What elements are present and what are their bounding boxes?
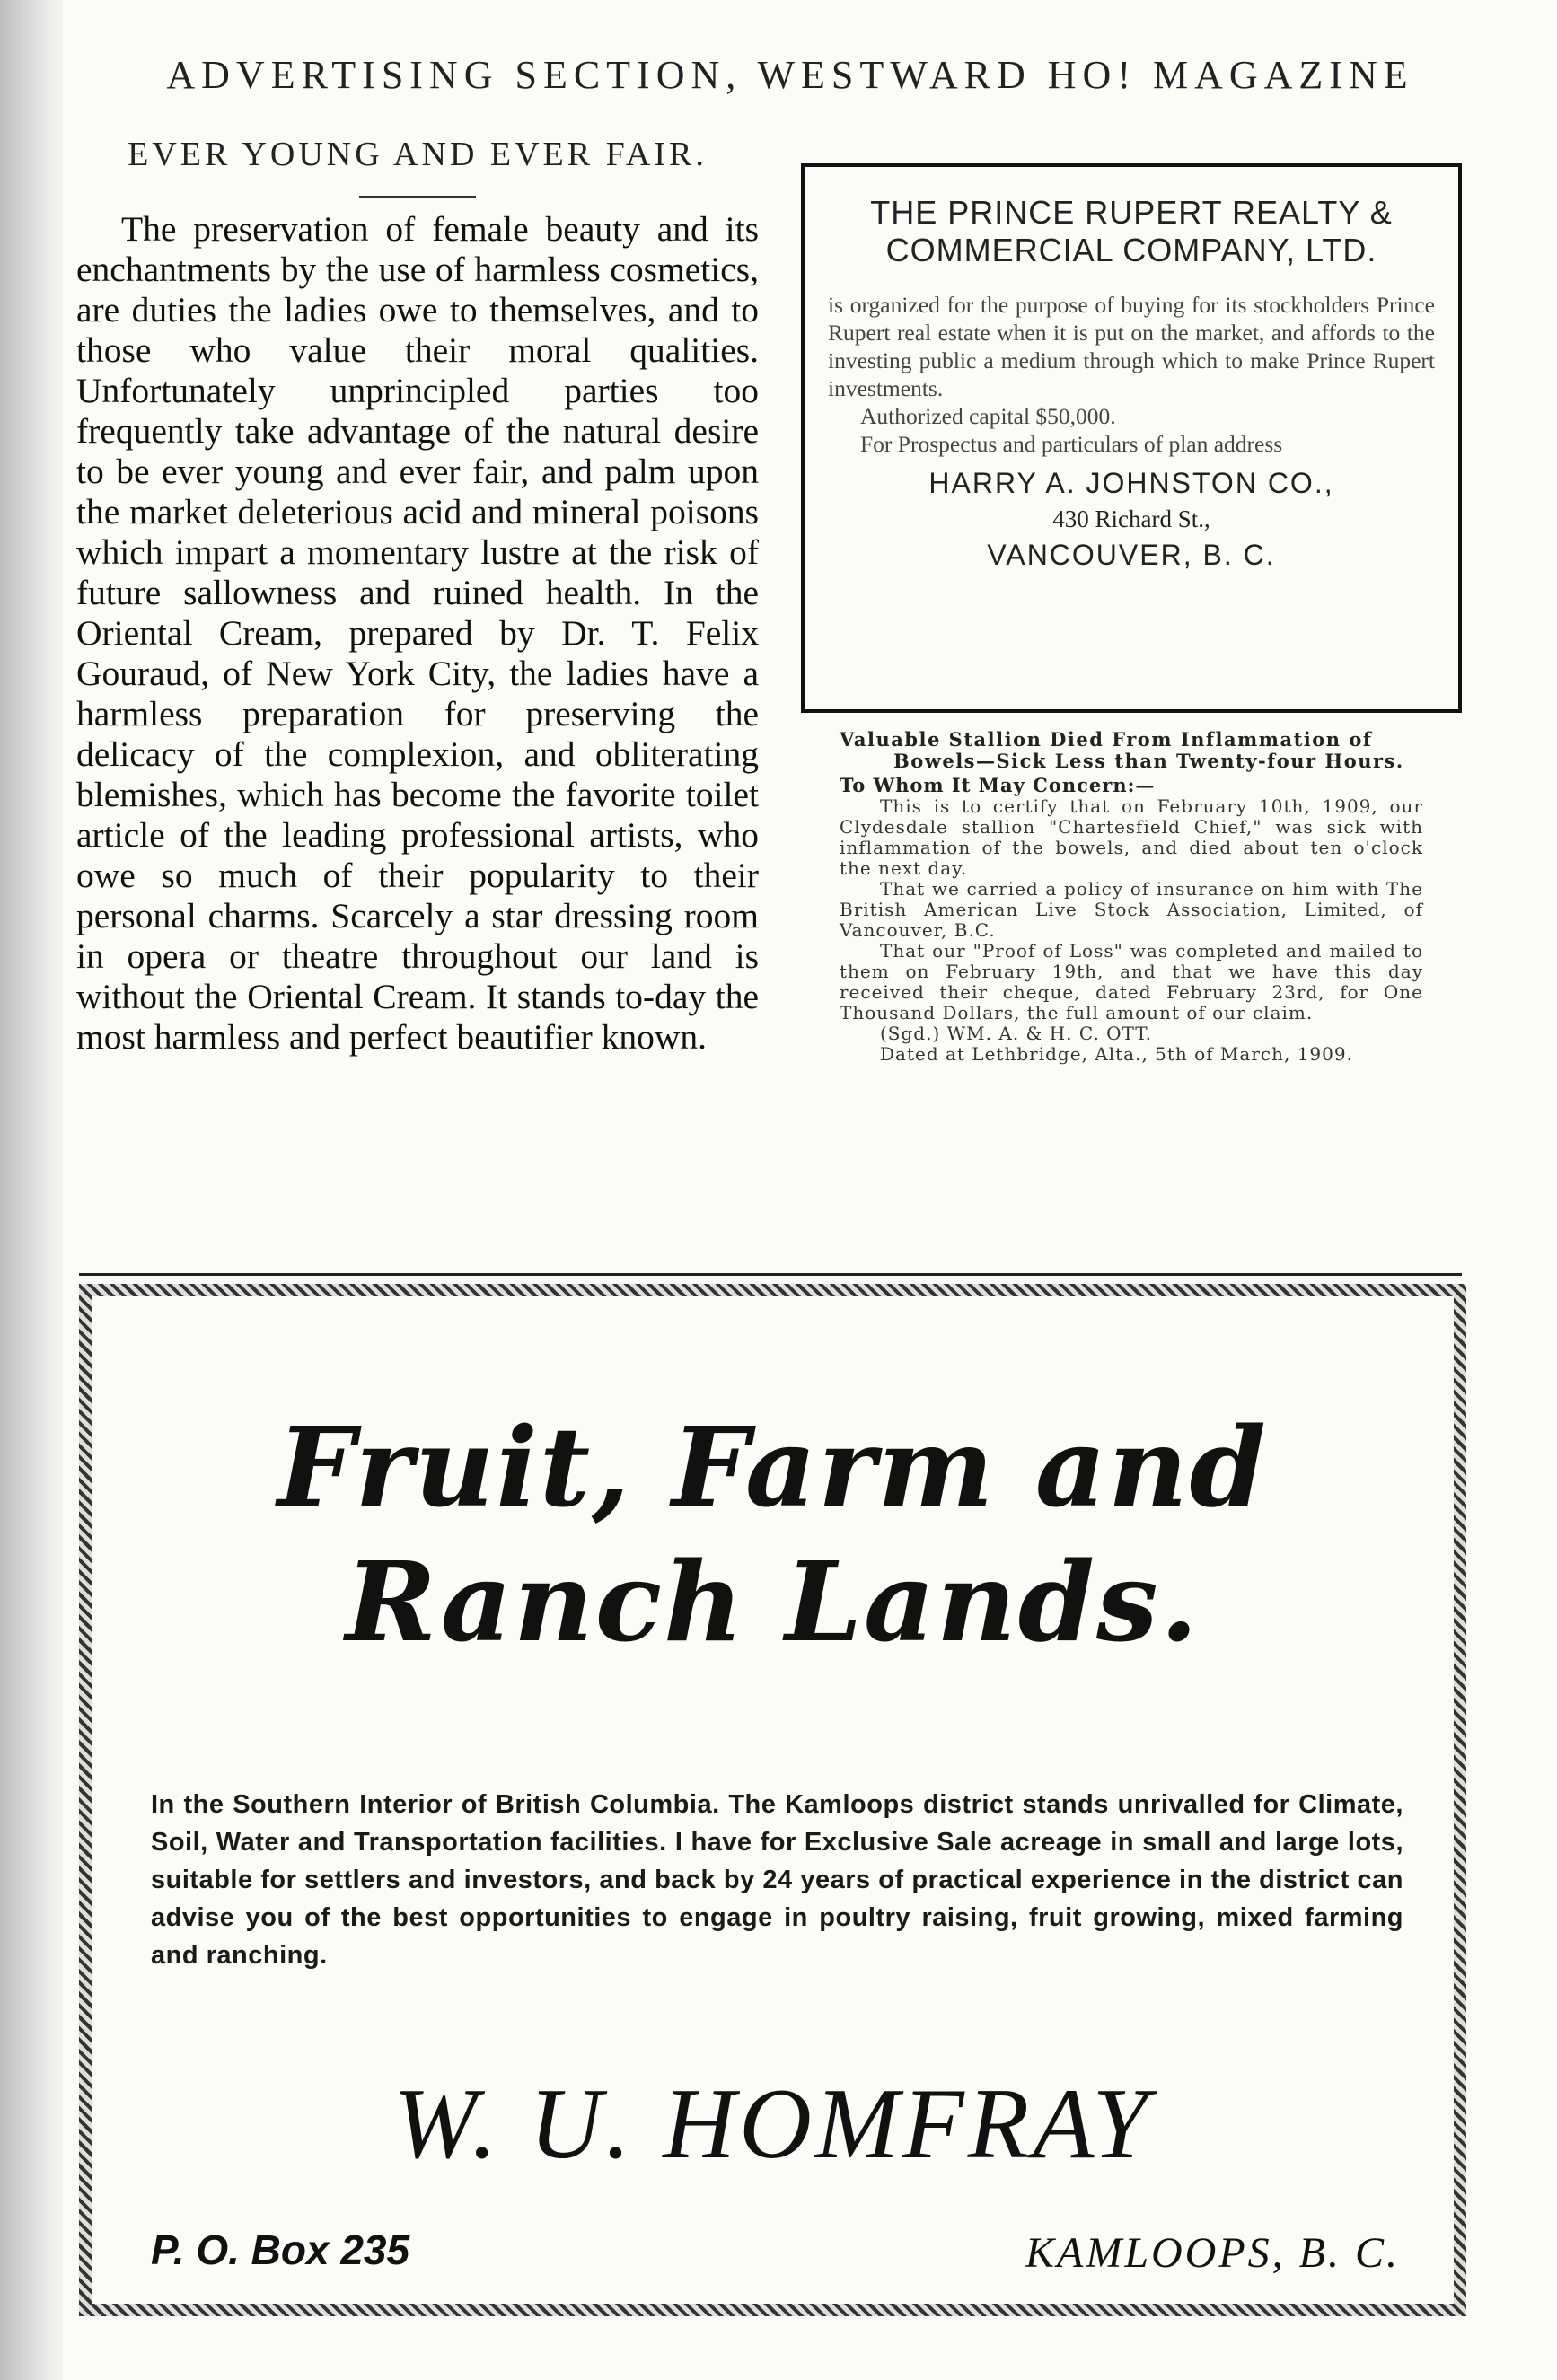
ad-headline-line-1: Fruit, Farm and bbox=[277, 1402, 1268, 1532]
ad-city: KAMLOOPS, B. C. bbox=[1025, 2229, 1400, 2277]
ad-inner-panel bbox=[92, 1296, 1454, 2304]
realty-capital: Authorized capital $50,000. bbox=[860, 403, 1116, 429]
letter-signature: (Sgd.) WM. A. & H. C. OTT. bbox=[880, 1023, 1153, 1044]
ad-po-box: P. O. Box 235 bbox=[151, 2226, 410, 2273]
letter-date: Dated at Lethbridge, Alta., 5th of March, 1909. bbox=[880, 1043, 1353, 1065]
letter-paragraph-1: This is to certify that on February 10th, 1909, our Clydesdale stallion "Chartesfield Chief," was sick with inflammation of the bowels, and died about ten o'clock the next day. bbox=[840, 795, 1423, 879]
land-advertisement bbox=[79, 1284, 1466, 2316]
realty-body: is organized for the purpose of buying for its stockholders Prince Rupert real estate when it is put on the market, and affords to the investing public a medium through which to make Prince Rupert investments. bbox=[828, 292, 1435, 401]
section-divider bbox=[79, 1273, 1462, 1276]
realty-prospectus: For Prospectus and particulars of plan address bbox=[860, 431, 1283, 457]
page-header: ADVERTISING SECTION, WESTWARD HO! MAGAZINE bbox=[166, 53, 1414, 97]
title-rule bbox=[359, 196, 476, 198]
realty-advertisement-box bbox=[801, 163, 1462, 713]
page-spine-shadow bbox=[0, 0, 63, 2380]
realty-title: THE PRINCE RUPERT REALTY & COMMERCIAL COMPANY, LTD. bbox=[870, 194, 1393, 268]
left-article bbox=[76, 135, 759, 1058]
letter-paragraph-3: That our "Proof of Loss" was completed and mailed to them on February 19th, and that we have this day received their cheque, dated February 23rd, for One Thousand Dollars, the full amount of our claim. bbox=[840, 940, 1423, 1023]
ad-body-text: In the Southern Interior of British Columbia. The Kamloops district stands unrivalled for Climate, Soil, Water and Transportation facilities. I have for Exclusive Sale acreage in small and large lots, suitable for settlers and investors, and back by 24 years of practical experience in the district can advise you of the best opportunities to engage in poultry raising, fruit growing, mixed farming and ranching. bbox=[151, 1790, 1403, 1970]
realty-agent-city: VANCOUVER, B. C. bbox=[987, 539, 1276, 571]
testimonial-letter bbox=[840, 729, 1423, 1065]
ad-advertiser-name: W. U. HOMFRAY bbox=[393, 2068, 1152, 2180]
article-body: The preservation of female beauty and its enchantments by the use of harmless cosmetics, are duties the ladies owe to themselves, and to those who value their moral qualities. Unfortunately unprincipled parties too frequently take advantage of the natural desire to be ever young and ever fair, and palm upon the market deleterious acid and mineral poisons which impart a momentary lustre at the risk of future sallowness and ruined health. In the Oriental Cream, prepared by Dr. T. Felix Gouraud, of New York City, the ladies have a harmless preparation for preserving the delicacy of the complexion, and obliterating blemishes, which has become the favorite toilet article of the leading professional artists, who owe so much of their popularity to their personal charms. Scarcely a star dressing room in opera or theatre throughout our land is without the Oriental Cream. It stands to-day the most harmless and perfect beautifier known. bbox=[76, 209, 759, 1057]
letter-paragraph-2: That we carried a policy of insurance on him with The British American Live Stock Association, Limited, of Vancouver, B.C. bbox=[840, 878, 1423, 941]
article-title: EVER YOUNG AND EVER FAIR. bbox=[128, 136, 708, 173]
realty-agent-name: HARRY A. JOHNSTON CO., bbox=[928, 467, 1334, 499]
ad-headline bbox=[92, 1400, 1454, 1669]
letter-heading: Valuable Stallion Died From Inflammation of Bowels—Sick Less than Twenty-four Hours. bbox=[840, 728, 1404, 772]
ad-headline-line-2: Ranch Lands. bbox=[345, 1537, 1201, 1666]
letter-salutation: To Whom It May Concern:— bbox=[840, 774, 1156, 796]
realty-agent-address: 430 Richard St., bbox=[1052, 505, 1210, 532]
